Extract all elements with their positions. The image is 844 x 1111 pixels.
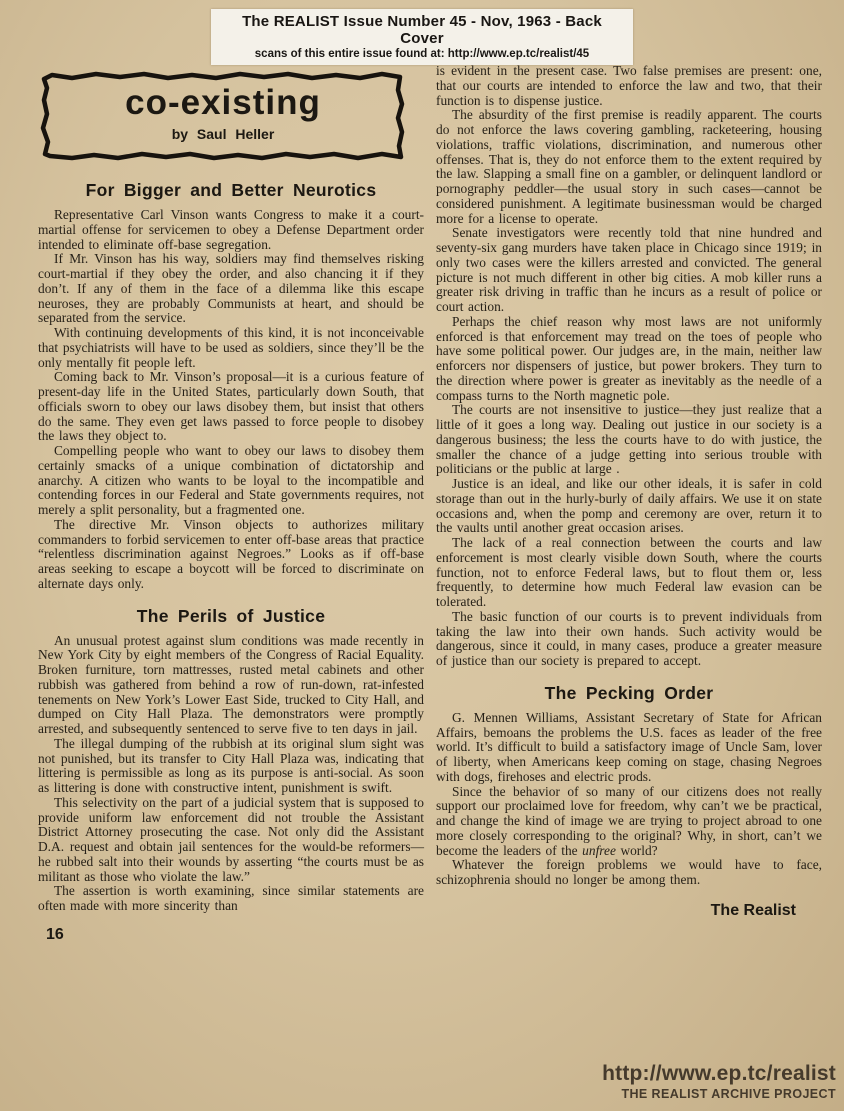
- right-column: [436, 64, 822, 944]
- paragraph-text: Since the behavior of so many of our citizens does not really support our proclaimed love for freedom, why can’t we be practical, and change the kind of image we are trying to project abroad to one more closely corresponding to the original? Why, in short, can’t we become the leaders of the: [436, 783, 822, 858]
- paragraph: The directive Mr. Vinson objects to authorizes military commanders to forbid servicemen to enter off-base areas that practice “relentless discrimination against Negroes.” Looks as if off-base areas seeking to escape a boycott will be forced to discriminate on alternate days only.: [38, 516, 424, 591]
- section-heading-neurotics: For Bigger and Better Neurotics: [85, 180, 377, 200]
- paragraph: Senate investigators were recently told that nine hundred and seventy-six gang murders have taken place in Chicago since 1919; in only two cases were the killers arrested and convicted. The general picture is not much different in other big cities. A mob killer runs a greater risk driving in traffic than he incurs as a result of police or court action.: [436, 225, 822, 314]
- section-heading-pecking-order: The Pecking Order: [544, 682, 714, 703]
- paragraph: The illegal dumping of the rubbish at its original slum sight was not punished, but its transfer to City Hall Plaza was, indicating that littering is permissible as long as its purpose is anti-social. As soon as littering is done with constructive intent, punishment is swift.: [38, 735, 424, 795]
- article-title: co-existing: [125, 83, 321, 122]
- article-masthead: [38, 68, 408, 164]
- paragraph: An unusual protest against slum conditions was made recently in New York City by eight members of the Congress of Racial Equality. Broken furniture, torn mattresses, rusted metal cabinets and other rubbish was gathered from behind a row of run-down, rat-infested tenements on New York’s Lower East Side, trucked to City Hall, and dumped on City Hall Plaza. The demonstrators were promptly arrested, and subsequently sentenced to serve five to ten days in jail.: [38, 632, 424, 736]
- scan-title: The REALIST Issue Number 45 - Nov, 1963 - Back Cover: [242, 13, 602, 47]
- paragraph: The lack of a real connection between the courts and law enforcement is most clearly visible down South, where the courts function, not to enforce Federal laws, but to flout them or, less frequently, to determine how much Federal law evasion can be tolerated.: [436, 535, 822, 609]
- section-heading-perils: The Perils of Justice: [136, 605, 326, 626]
- paragraph: Coming back to Mr. Vinson’s proposal—it is a curious feature of present-day life in the United States, particularly down South, that officials sworn to obey our laws disobey them, but insist that others do the same. They even get laws passed to force people to disobey the laws they object to.: [38, 369, 424, 444]
- paragraph: Justice is an ideal, and like our other ideals, it is safer in cold storage than out in the hurly-burly of daily affairs. We use it on state occasions and, when the pomp and ceremony are over, return it to the vaults until another great occasion arises.: [436, 476, 822, 536]
- paragraph: is evident in the present case. Two false premises are present: one, that our courts are intended to enforce the law and two, that their function is to dispense justice.: [436, 63, 822, 108]
- archive-scan-label: [211, 9, 633, 65]
- article-byline: by Saul Heller: [171, 126, 275, 142]
- paragraph: Whatever the foreign problems we would have to face, schizophrenia should no longer be among them.: [436, 857, 822, 887]
- archive-watermark: [602, 1062, 836, 1101]
- page-number: 16: [46, 925, 64, 943]
- magazine-signature: The Realist: [710, 901, 796, 919]
- paragraph: Representative Carl Vinson wants Congress to make it a court-martial offense for servicemen to obey a Defense Department order intended to eliminate off-base segregation.: [38, 207, 424, 252]
- archive-project-name: THE REALIST ARCHIVE PROJECT: [621, 1087, 836, 1101]
- paragraph: The absurdity of the first premise is readily apparent. The courts do not enforce the laws covering gambling, racketeering, housing violations, traffic violations, discrimination, and numerous other offenses. That is, they do not enforce them to the extent required by the law. Slapping a small fine on a gambler, or delinquent landlord or pornography peddler—the usual story in such cases—cannot be considered punishment. A legitimate businessman would be charged more for a license to operate.: [436, 107, 822, 226]
- paragraph: If Mr. Vinson has his way, soldiers may find themselves risking court-martial if they obey the order, and also chancing it if they don’t. If any of them in the face of a dilemma like this escape neuroses, they are probably Communists at heart, and should be separated from the service.: [38, 251, 424, 326]
- paragraph: The assertion is worth examining, since similar statements are often made with more sincerity than: [38, 883, 424, 913]
- paragraph: Perhaps the chief reason why most laws are not uniformly enforced is that enforcement may tread on the toes of people who have some political power. Our judges are, in the main, neither law enforcers nor dispensers of justice, but power brokers. They turn to the direction where power is greater as inevitably as the needle of a compass turns to the North magnetic pole.: [436, 313, 822, 403]
- paragraph: [436, 785, 822, 859]
- italic-word: unfree: [582, 842, 616, 858]
- paragraph: G. Mennen Williams, Assistant Secretary of State for African Affairs, bemoans the problems the U.S. faces as leader of the free world. It’s difficult to build a satisfactory image of Uncle Sam, lover of liberty, when Americans keep coming on stage, chasing Negroes with dogs, firehoses and electric prods.: [436, 709, 822, 784]
- scan-source-url: scans of this entire issue found at: http://www.ep.tc/realist/45: [254, 48, 590, 60]
- paragraph: The courts are not insensitive to justice—they just realize that a little of it goes a long way. Dealing out justice in our society is a dangerous business; the less the courts have to do with justice, the smaller the chance of a judge getting into serious trouble with politicians or the public at large .: [436, 402, 822, 477]
- paragraph: Compelling people who want to obey our laws to disobey them certainly smacks of a unique combination of dictatorship and anarchy. A citizen who wants to be loyal to the incompatible and contending forces in our Federal and State governments requires, not merely a split personality, but a fragmented one.: [38, 443, 424, 517]
- paragraph-text: world?: [615, 842, 658, 858]
- left-column: [38, 64, 424, 944]
- paragraph: The basic function of our courts is to prevent individuals from taking the law into their own hands. Such activity would be dangerous, since it could, in many cases, produce a greater measure of justice than our society is prepared to accept.: [436, 608, 822, 668]
- paragraph: With continuing developments of this kind, it is not inconceivable that psychiatrists will have to be used as soldiers, since they’ll be the only mentally fit people left.: [38, 325, 424, 370]
- archive-url: http://www.ep.tc/realist: [602, 1062, 836, 1085]
- magazine-page: [38, 64, 822, 944]
- paragraph: This selectivity on the part of a judicial system that is supposed to provide uniform law enforcement did not trouble the Assistant District Attorney prosecuting the case. Not only did the Assistant D.A. request and obtain jail sentences for the would-be reformers—he rubbed salt into their wounds by asserting “the courts must be as militant as those who violate the law.”: [38, 794, 424, 884]
